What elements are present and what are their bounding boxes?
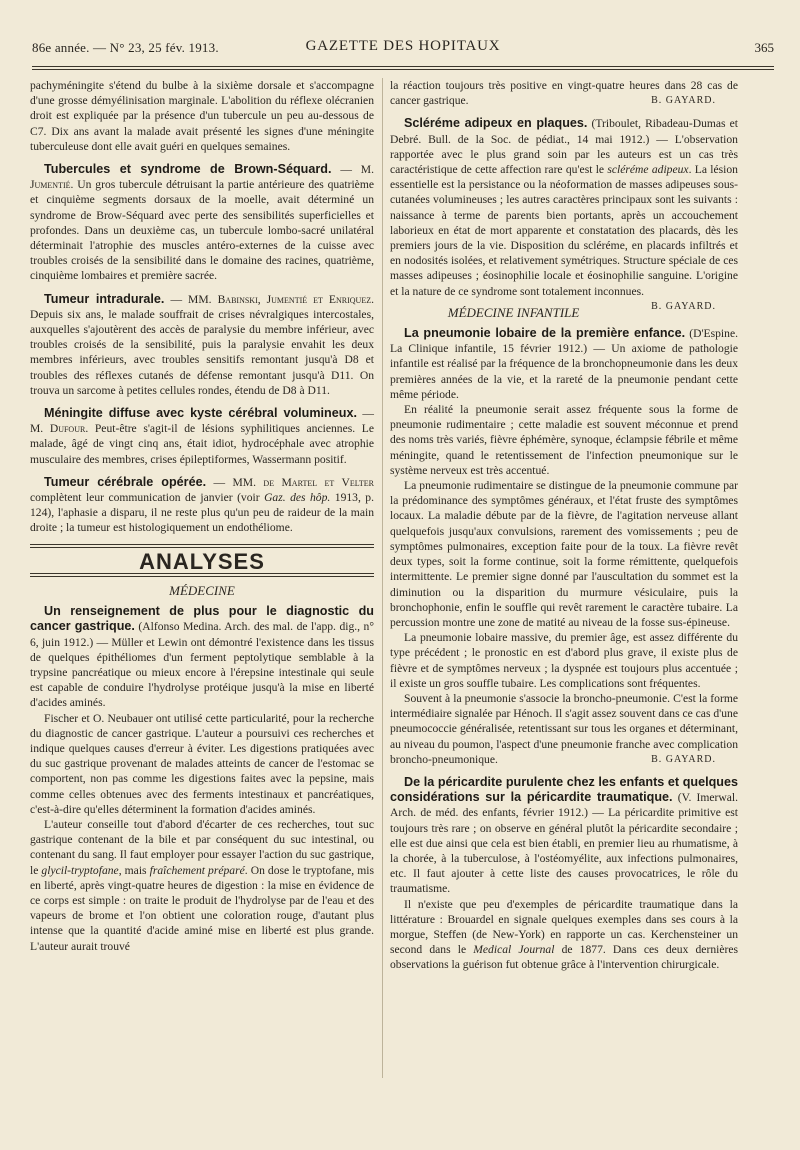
page-number: 365 [754,40,774,55]
article-body: 1913, p. 124), l'aphasie a disparu, il ne reste plus qu'un peu de raideur de la main droite ; la tumeur est histologiquement un endothéliome. [30,491,375,535]
article-pneumonie [390,326,738,402]
paragraph: Fischer et O. Neubauer ont utilisé cette particularité, pour la recherche du diagnostic de cancer gastrique. L'auteur a poursuivi ces recherches et indique quelques causes d'erreur à éviter. Les digestions pratiquées avec du suc gastrique provenant de malades atteints de cancer de l'estomac se comportent, non pas comme les digestions faites avec la pepsine, mais comme celles obtenues avec des ferments intestinaux et pancréatiques, c'est-à-dire qu'elles déterminent la formation d'acides aminés. [30,711,374,816]
text-run: , mais [118,863,150,877]
article-title: Tumeur intradurale. [44,291,165,306]
article-tumeur-intradurale: Tumeur intradurale. — MM. Babinski, Jumentié et Enriquez. Depuis six ans, le malade souffrait de crises névralgiques intercostales, auxquelles s'ajoutèrent des accès de paralysie du membre inférieur, avec troubles croisés de la sensibilité, puis la paralysie envahit les deux membres inférieurs, avec troubles sensitifs remontant jusqu'à D8 et troubles des réflexes cutanés de défense remontant jusqu'à D11. On trouva un sarcome à petites cellules rondes, étendu de D8 à D11. [30,291,375,397]
text-run: . On dose le tryptofane, mis en liberté, après vingt-quatre heures de digestion : la mise en évidence de ce corps est simple : on traite le produit de l'hydrolyse par de l'eau et des vapeurs de brome et l'on obtient une coloration rouge, d'autant plus intense que la quantité d'acide aminé mise en liberté est plus grande. L'auteur aurait trouvé [30,863,374,953]
issue-info: 86e année. — N° 23, 25 fév. 1913. [32,40,219,55]
article-cancer-gastrique [30,604,374,710]
paragraph [390,897,738,973]
article-meningite: Méningite diffuse avec kyste cérébral volumineux. — M. Dufour. Peut-être s'agit-il de lésions syphilitiques anciennes. Le malade, âgé de vingt cinq ans, était idiot, hydrocéphale avec atrophie musculaire des membres, crises épileptiformes, Wassermann positif. [30,406,374,466]
article-reference: (Alfonso Medina. Arch. des mal. de l'app. dig., n° 6, juin 1912.) [30,620,374,649]
subsection-heading: MÉDECINE [169,582,235,598]
paragraph [30,817,374,954]
article-reference: (Triboulet, Ribadeau-Dumas et Debré. Bull. de la Soc. de pédiat., 14 mai 1912.) [390,117,738,146]
section-heading: ANALYSES [139,548,265,574]
author-signature: B. GAYARD. [651,95,716,107]
text-run: Souvent à la pneumonie s'associe la broncho-pneumonie. C'est la forme intermédiaire signalée par Hénoch. Il s'agit assez souvent dans ce cas d'une pneumococcie généralisée, retentissant sur tous les organes et déterminant, au niveau du poumon, l'aspect d'une pneumonie franche avec complication broncho-pneumonique. [390,691,738,766]
paragraph [390,78,738,108]
article-title: La pneumonie lobaire de la première enfance. [404,326,686,341]
section-rule [30,544,374,548]
author-signature: B. GAYARD. [651,300,716,312]
article-body: Depuis six ans, le malade souffrait de crises névralgiques intercostales, auxquelles s'ajoutèrent des accès de paralysie du membre inférieur, avec troubles croisés de la sensibilité, puis la paralysie envahit les deux membres inférieurs, avec troubles sensitifs remontant jusqu'à D8 et troubles des réflexes cutanés de défense remontant jusqu'à D11. On trouva un sarcome à petites cellules rondes, étendu de D8 à D11. [30,307,374,397]
article-body: Peut-être s'agit-il de lésions syphilitiques anciennes. Le malade, âgé de vingt cinq ans, était idiot, hydrocéphale avec atrophie musculaire des membres, crises épileptiformes, Wassermann positif. [30,422,374,466]
paragraph [390,691,738,767]
article-title: Tubercules et syndrome de Brown-Séquard. [44,162,332,177]
text-run: L'auteur conseille tout d'abord d'écarter de ces recherches, tout suc gastrique contenant de la bile et par conséquent du suc intestinal, ou contenant du sang. Il faut employer pour essayer l'action du suc gastrique, le [30,817,374,877]
header-rule-2 [32,69,774,70]
article-title: Scléréme adipeux en plaques. [404,116,588,131]
left-column [30,78,374,954]
article-body: — L'observation rapportée avec le plus grand soin par les auteurs est un cas très caractéristique de cette affection rare qu'est le [390,132,738,177]
page-header [32,38,774,60]
article-body: — La péricardite primitive est toujours très rare ; on observe en général plutôt la péricardite secondaire ; elle est due ainsi que cela est bien établi, en premier lieu au rhumatisme, à la chorée, à la tuberculose, à l'ostéomyélite, aux infections pulmonaires, etc. Il faut ajouter à cette liste des causes provocatrices, le rôle du traumatisme. [390,806,738,896]
article-pericardite [390,775,738,897]
article-reference: (D'Espine. La Clinique infantile, 15 février 1912.) [390,327,738,356]
journal-title: GAZETTE DES HOPITAUX [305,38,501,54]
article-author: MM. de Martel et Velter [232,475,374,489]
article-reference: (V. Imerwal. Arch. de méd. des enfants, février 1912.) [390,791,738,820]
article-tubercules: Tubercules et syndrome de Brown-Séquard. — M. Jumentié. Un gros tubercule détruisant la partie antérieure des quatrième et cinquième segments dorsaux de la moelle, avait déterminé un syndrome de Brow-Séquard avec perte des sensibilités superficielles et profondes. Dans un deuxième cas, un tubercule lombo-sacré unilatéral déterminait l'atrophie des muscles antéro-externes de la cuisse avec troubles croisés de la sensibilité dans le domaine des racines, quatrième, cinquième lombaires et première sacrée. [30,162,375,283]
text-italic: fraîchement préparé [149,863,245,877]
article-author: MM. Babinski, Jumentié et Enriquez. [188,292,375,306]
article-body: . La lésion essentielle est la persistance ou la néoformation de masses adipeuses sous-cutanées volumineuses ; les autres caractères principaux sont les suivants : naissance à terme de parents bien portants, après un accouchement laborieux en état de mort apparente et constatation des placards, dès les premiers jours de la vie. Disposition du scléréme, en placards infiltrés et en nodosités isolées, et relativement symétriques. Structure spéciale de ces masses adipeuses ; éosinophilie locale et éosinophilie sanguine. L'origine et la nature de ce syndrome sont totalement inconnues. [390,163,738,298]
text-italic: scléréme adipeux [607,163,689,177]
article-body: complètent leur communication de janvier (voir [30,491,265,505]
text-run: Il n'existe que peu d'exemples de péricardite traumatique dans la littérature : Brouardel en signale quelques exemples dans ses cours à la morgue, Steffen (de New-York) en rapporte un cas. Kerchensteiner un second dans le [390,897,738,957]
article-title: De la péricardite purulente chez les enfants et quelques considérations sur la péricardite traumatique. [390,774,738,805]
article-body: — Un axiome de pathologie infantile est réalisé par la fréquence de la bronchopneumonie dans les deux premières années de la vie, et la rareté de la pneumonie pendant cette même période. [390,342,738,401]
text-italic: Medical Journal [473,943,555,957]
text-run: la réaction toujours très positive en vingt-quatre heures dans 28 cas de cancer gastrique. [390,79,738,108]
article-author: M. Dufour. [30,422,89,436]
article-tumeur-cerebrale: Tumeur cérébrale opérée. — MM. de Martel et Velter complètent leur communication de janvier (voir Gaz. des hôp. 1913, p. 124), l'aphasie a disparu, il ne reste plus qu'un peu de raideur de la main droite ; la tumeur est histologiquement un endothéliome. [30,474,375,535]
article-reference: Gaz. des hôp. [264,491,331,505]
article-author: M. Jumentié. [30,163,375,192]
article-title: Un renseignement de plus pour le diagnostic du cancer gastrique. [30,604,374,634]
subsection-heading: MÉDECINE INFANTILE [447,304,580,320]
header-rule [32,66,774,67]
paragraph: La pneumonie lobaire massive, du premier âge, est assez différente du type précédent ; le pronostic en est d'abord plus grave, il existe plus de fièvre et de symptômes nerveux ; la dyspnée est toujours plus accentuée ; il existe un gros souffle tubaire. Les complications sont fréquentes. [390,631,738,690]
right-column [390,78,738,973]
paragraph: La pneumonie rudimentaire se distingue de la pneumonie commune par la prédominance des symptômes généraux, et l'état fruste des symptômes locaux. La maladie débute par de la fièvre, de l'agitation nerveuse allant quelquefois jusqu'aux convulsions, rarement des vomissements ; peu de symptômes pulmonaires, exception faite pour de la toux. La fièvre revêt deux types, soit la forme continue, soit la forme rémittente, quelquefois intermittente. Le premier signe donné par l'auscultation du sommet est la diminution ou la disparition du murmure vésiculaire, puis la bronchophonie, enfin le souffle qui revêt rarement le caractère tubaire. La percussion montre une zone de matité au niveau de la fosse sus-épineuse. [390,479,738,629]
article-body: — Müller et Lewin ont démontré l'existence dans les tissus de quelques épithéliomes d'un ferment peptolytique semblable à la trypsine pancréatique ou mieux encore à l'érepsine intestinale qui seule est capable de conduire l'hydrolyse protéique jusqu'à la mise en liberté d'acides aminés. [30,635,374,710]
article-title: Tumeur cérébrale opérée. [44,474,207,489]
article-body: Un gros tubercule détruisant la partie antérieure des quatrième et cinquième segments dorsaux de la moelle, avait déterminé un syndrome de Brow-Séquard avec perte des sensibilités superficielles et profondes. Dans un deuxième cas, un tubercule lombo-sacré unilatéral déterminait l'atrophie des muscles antéro-externes de la cuisse avec troubles croisés de la sensibilité dans le domaine des racines, quatrième, cinquième lombaires et première sacrée. [30,178,374,283]
column-divider [382,78,383,1078]
text-italic: glycil-tryptofane [41,863,119,877]
article-title: Méningite diffuse avec kyste cérébral volumineux. [44,406,357,421]
paragraph: En réalité la pneumonie serait assez fréquente sous la forme de pneumonie rudimentaire ; cette maladie est souvent méconnue et prend des noms très variés, fièvre éphémère, synoque, éclampsie fébrile et même méningite, quand le retentissement de l'infection pneumonique sur le système nerveux est très accentué. [390,403,738,477]
author-signature: B. GAYARD. [651,753,716,765]
text-run: de 1877. Dans ces deux dernières observations la guérison fut obtenue grâce à l'intervention chirurgicale. [390,943,738,972]
paragraph: pachyméningite s'étend du bulbe à la sixième dorsale et s'accompagne d'une grosse démyélinisation marginale. L'abolition du réflexe olécranien droit est expliquée par la présence d'un tubercule un peu au-dessous de C7. Dix ans avant la malade avait présenté les signes d'une méningite tuberculeuse dont elle avait guéri en quelques semaines. [30,79,374,153]
